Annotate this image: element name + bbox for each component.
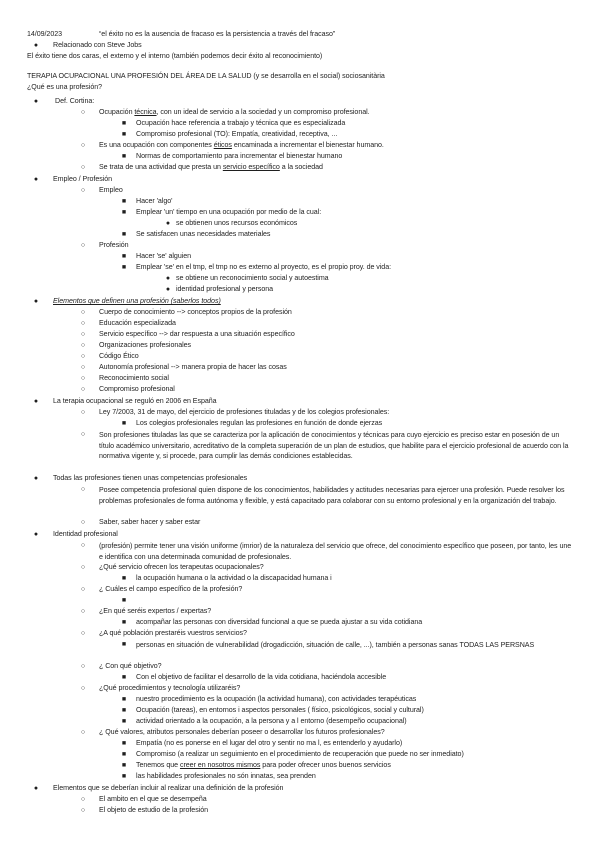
bullet: ○	[80, 187, 86, 194]
bullet: ●	[33, 98, 39, 105]
q-procedimientos: ¿Qué procedimientos y tecnología utilizaréis?	[99, 684, 241, 692]
bullet: ○	[80, 309, 86, 316]
bullet: ●	[33, 42, 39, 49]
bullet: ■	[121, 696, 127, 703]
text: Se trata de una actividad que presta un	[99, 163, 223, 171]
text: Es una ocupación con componentes	[99, 141, 214, 149]
bullet: ■	[121, 120, 127, 127]
bullet: ■	[121, 773, 127, 780]
list-item: Cuerpo de conocimiento --> conceptos propios de la profesión	[99, 308, 292, 316]
elementos-label: Elementos que definen una profesión (saberlos todos)	[53, 297, 221, 305]
permite-paragraph: (profesión) permite tener una visión uniforme (imrior) de la naturaleza del servicio que ofrece, del conocimiento específico que poseen, por tanto, les une e identifica con una determinada comunidad de profesionales.	[99, 542, 572, 561]
underlined-text: éticos	[213, 141, 232, 149]
ley-line: Ley 7/2003, 31 de mayo, del ejercicio de profesiones tituladas y de los colegios profesionales:	[99, 408, 390, 416]
bullet: ●	[33, 176, 39, 183]
ocupacion-line	[99, 108, 370, 117]
q-val-a4: las habilidades profesionales no són innatas, sea prenden	[136, 772, 316, 780]
bullet: ○	[80, 663, 86, 670]
q-poblacion-a: personas en situación de vulnerabilidad (drogadicción, situación de calle, ...), también a personas sanas TODAS LAS PERSNAS	[136, 641, 535, 649]
bullet: ■	[121, 253, 127, 260]
q-valores: ¿ Qué valores, atributos personales deberían poseer o desarrollar los futuros profesionales?	[99, 728, 385, 736]
incluir-label: Elementos que se deberían incluir al realizar una definición de la profesión	[53, 784, 284, 792]
bullet: ■	[121, 751, 127, 758]
q-objetivo: ¿ Con qué objetivo?	[99, 662, 162, 670]
bullet: ■	[121, 420, 127, 427]
empleo-sub2: Emplear 'un' tiempo en una ocupación por medio de la cual:	[136, 208, 322, 216]
q-val-a3	[136, 761, 391, 770]
empleo-sub3: Se satisfacen unas necesidades materiales	[136, 230, 271, 238]
prof-sub2: Emplear 'se' en el tmp, el tmp no es externo al proyecto, es el propio proy. de vida:	[136, 263, 392, 271]
text: , con un ideal de servicio a la sociedad y un compromiso profesional.	[156, 108, 370, 116]
bullet: ○	[80, 519, 86, 526]
regulo-label: La terapia ocupacional se reguló en 2006 en España	[53, 397, 217, 405]
bullet: ○	[80, 353, 86, 360]
empleo-label: Empleo / Profesión	[53, 175, 113, 183]
text: encaminada a incrementar el bienestar humano.	[231, 141, 384, 149]
bullet: ■	[121, 740, 127, 747]
text: Tenemos que	[136, 761, 180, 769]
prof-sub1: Hacer 'se' alguien	[136, 252, 192, 260]
bullet: ■	[121, 597, 127, 604]
bullet: ■	[121, 131, 127, 138]
bullet: ■	[121, 762, 127, 769]
bullet: ●	[33, 531, 39, 538]
bullet: ○	[80, 431, 86, 438]
list-item: Organizaciones profesionales	[99, 341, 192, 349]
bullet: ○	[80, 807, 86, 814]
list-item: El objeto de estudio de la profesión	[99, 806, 209, 814]
competencias-label: Todas las profesiones tienen unas competencias profesionales	[53, 474, 248, 482]
q-proc-a3: actividad orientado a la ocupación, a la persona y a l entorno (desempeño ocupacional)	[136, 717, 407, 725]
list-item: El ambito en el que se desempeña	[99, 795, 207, 803]
bullet: ●	[33, 298, 39, 305]
bullet: ○	[80, 729, 86, 736]
empleo-sub1: Hacer 'algo'	[136, 197, 173, 205]
q-val-a2: Compromiso (a realizar un seguimiento en el procedimiento de recuperación que puede no ser inmediato)	[136, 750, 464, 758]
q-expertos-a: acompañar las personas con diversidad funcional a que se pueda ajustar a su vida cotidiana	[136, 618, 423, 626]
bullet: ○	[80, 409, 86, 416]
underlined-text: servicio específico	[222, 163, 280, 171]
bullet: ■	[121, 575, 127, 582]
bullet: ■	[121, 231, 127, 238]
bullet: ■	[121, 718, 127, 725]
bullet: ○	[80, 242, 86, 249]
bullet: ●	[33, 475, 39, 482]
question: ¿Qué es una profesión?	[27, 83, 103, 91]
bullet: ○	[80, 375, 86, 382]
list-item: Servicio específico --> dar respuesta a una situación específico	[99, 330, 295, 338]
empleo-sub2a: se obtienen unos recursos económicos	[176, 219, 298, 227]
empleo-sublabel: Empleo	[99, 186, 123, 194]
text: para poder ofrecer unos buenos servicios	[260, 761, 391, 769]
son-paragraph: Son profesiones tituladas las que se caracteriza por la aplicación de conocimientos y técnicas para cuyo ejercicio es preciso estar en posesión de un título académico universitario, acreditativo de la completa superación de un plan de estudios, que habilite para el ejercicio profesional de acuerdo con la normativa vigente y, si procede, para cumplir las demás condiciones establecidas.	[99, 431, 569, 460]
q-campo: ¿ Cuáles el campo específico de la profesión?	[99, 585, 243, 593]
posee-paragraph: Posee competencia profesional quien dispone de los conocimientos, habilidades y actitudes necesarias para ejercer una profesión. Puede resolver los problemas profesionales de forma autónoma y flexible, y está capacitado para colaborar con su entorno profesional y en la organización del trabajo.	[99, 486, 565, 505]
bullet: ○	[80, 608, 86, 615]
quote: “el éxito no es la ausencia de fracaso es la persistencia a través del fracaso”	[99, 30, 336, 38]
bullet: ○	[80, 685, 86, 692]
bullet: ○	[80, 386, 86, 393]
list-item: Compromiso profesional	[99, 385, 175, 393]
bullet: ○	[80, 109, 86, 116]
q-servicio: ¿Qué servicio ofrecen los terapeutas ocupacionales?	[99, 563, 264, 571]
bullet: ○	[80, 142, 86, 149]
bullet: ●	[33, 398, 39, 405]
bullet: ■	[121, 198, 127, 205]
ocupacion-sub1: Ocupación hace referencia a trabajo y técnica que es especializada	[136, 119, 346, 127]
title: TERAPIA OCUPACIONAL UNA PROFESIÓN DEL ÁREA DE LA SALUD (y se desarrolla en el social) sociosanitària	[27, 72, 385, 80]
bullet: ■	[121, 153, 127, 160]
bullet: ○	[80, 586, 86, 593]
date: 14/09/2023	[27, 30, 63, 38]
q-val-a1: Empatía (no es ponerse en el lugar del otro y sentir no ma l, es entenderlo y ayudarlo)	[136, 739, 403, 747]
q-poblacion: ¿A qué población prestaréis vuestros servicios?	[99, 629, 247, 637]
bullet: ■	[121, 641, 127, 648]
bullet: ■	[121, 264, 127, 271]
saber-line: Saber, saber hacer y saber estar	[99, 518, 201, 526]
bullet: ■	[121, 619, 127, 626]
bullet: ○	[80, 630, 86, 637]
ocupacion-sub2: Compromiso profesional (TO): Empatía, creatividad, receptiva, ...	[136, 130, 338, 138]
bullet: ○	[80, 796, 86, 803]
quote-author: Relacionado con Steve Jobs	[53, 41, 142, 49]
ley-sub: Los colegios profesionales regulan las profesiones en función de donde ejerzas	[136, 419, 383, 427]
bullet: ○	[80, 331, 86, 338]
underlined-text: creer en nosotros mismos	[179, 761, 261, 769]
bullet: ●	[165, 286, 171, 293]
list-item: Educación especializada	[99, 319, 176, 327]
identidad-label: Identidad profesional	[53, 530, 118, 538]
servicio-line	[99, 163, 323, 172]
text: a la sociedad	[279, 163, 323, 171]
list-item: Reconocimiento social	[99, 374, 169, 382]
bullet: ○	[80, 320, 86, 327]
list-item: Código Ético	[99, 352, 139, 360]
q-proc-a2: Ocupación (tareas), en entornos i aspectos personales ( físico, psicológicos, social y cultural)	[136, 706, 424, 714]
eticos-line	[99, 141, 384, 150]
bullet: ●	[165, 220, 171, 227]
list-item: Autonomía profesional --> manera propia de hacer las cosas	[99, 363, 287, 371]
cortina-label: Def. Cortina:	[55, 97, 95, 105]
q-expertos: ¿En qué seréis expertos / expertas?	[99, 607, 212, 615]
bullet: ●	[165, 275, 171, 282]
text: Ocupación	[99, 108, 135, 116]
bullet: ■	[121, 209, 127, 216]
prof-sub2a: se obtiene un reconocimiento social y autoestima	[176, 274, 329, 282]
exito-note: El éxito tiene dos caras, el externo y el interno (también podemos decir éxito al reconocimiento)	[27, 52, 323, 60]
bullet: ■	[121, 674, 127, 681]
profesion-sublabel: Profesión	[99, 241, 129, 249]
bullet: ○	[80, 486, 86, 493]
q-proc-a1: nuestro procedimiento es la ocupación (la actividad humana), con actividades terapéuticas	[136, 695, 417, 703]
bullet: ○	[80, 564, 86, 571]
bullet: ○	[80, 164, 86, 171]
bullet: ●	[33, 785, 39, 792]
bullet: ■	[121, 707, 127, 714]
prof-sub2b: identidad profesional y persona	[176, 285, 274, 293]
eticos-sub: Normas de comportamiento para incrementar el bienestar humano	[136, 152, 343, 160]
underlined-text: técnica	[134, 108, 157, 116]
bullet: ○	[80, 364, 86, 371]
bullet: ○	[80, 342, 86, 349]
q-objetivo-a: Con el objetivo de facilitar el desarrollo de la vida cotidiana, haciéndola accesible	[136, 673, 387, 681]
q-servicio-a: la ocupación humana o la actividad o la discapacidad humana i	[136, 574, 332, 582]
bullet: ○	[80, 542, 86, 549]
